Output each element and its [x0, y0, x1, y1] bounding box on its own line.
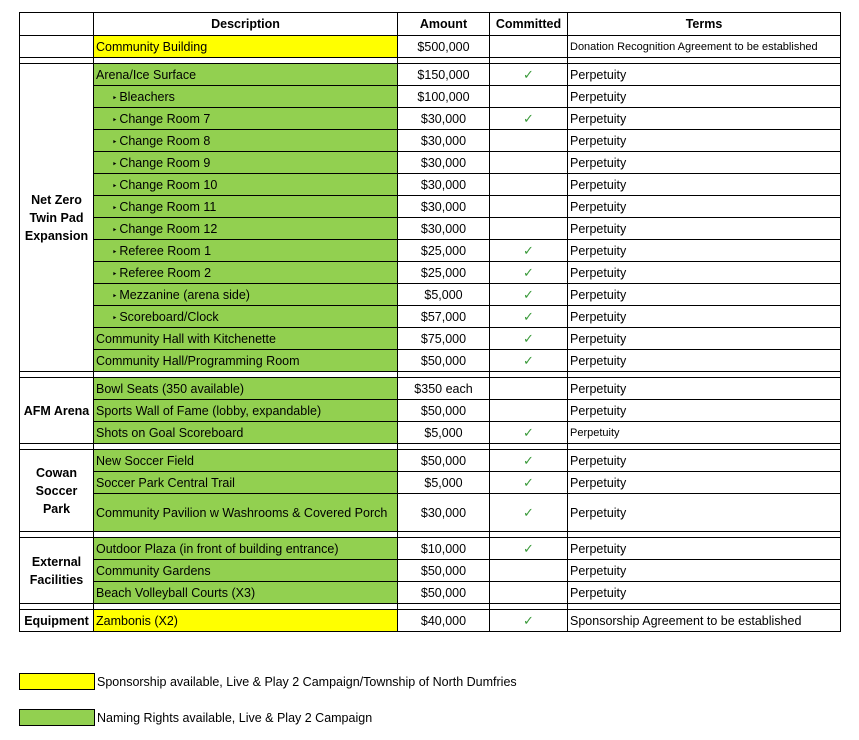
description-cell: Sports Wall of Fame (lobby, expandable) [94, 400, 398, 422]
description-cell: Outdoor Plaza (in front of building entrance) [94, 538, 398, 560]
committed-cell [490, 582, 568, 604]
description-cell: Community Pavilion w Washrooms & Covered Porch [94, 494, 398, 532]
terms-cell: Perpetuity [568, 582, 841, 604]
amount-cell: $25,000 [398, 262, 490, 284]
committed-check-icon: ✓ [490, 240, 568, 262]
amount-cell: $5,000 [398, 422, 490, 444]
committed-cell [490, 560, 568, 582]
committed-cell [490, 36, 568, 58]
amount-cell: $30,000 [398, 218, 490, 240]
terms-cell: Perpetuity [568, 538, 841, 560]
amount-cell: $350 each [398, 378, 490, 400]
committed-cell [490, 130, 568, 152]
description-cell: ‣ Mezzanine (arena side) [94, 284, 398, 306]
description-cell: Community Gardens [94, 560, 398, 582]
amount-cell: $30,000 [398, 130, 490, 152]
description-cell: Zambonis (X2) [94, 610, 398, 632]
legend-item [19, 673, 517, 690]
description-cell: Soccer Park Central Trail [94, 472, 398, 494]
description-cell: Community Hall with Kitchenette [94, 328, 398, 350]
table-row [20, 262, 841, 284]
table-row [20, 174, 841, 196]
header-amount: Amount [398, 13, 490, 36]
amount-cell: $5,000 [398, 284, 490, 306]
terms-cell: Perpetuity [568, 284, 841, 306]
terms-cell: Perpetuity [568, 472, 841, 494]
terms-cell: Perpetuity [568, 378, 841, 400]
table-row [20, 130, 841, 152]
committed-cell [490, 378, 568, 400]
committed-cell [490, 400, 568, 422]
table-row [20, 36, 841, 58]
committed-check-icon: ✓ [490, 284, 568, 306]
committed-check-icon: ✓ [490, 350, 568, 372]
committed-cell [490, 196, 568, 218]
committed-cell [490, 218, 568, 240]
terms-cell: Perpetuity [568, 494, 841, 532]
description-cell: Shots on Goal Scoreboard [94, 422, 398, 444]
terms-cell: Perpetuity [568, 240, 841, 262]
amount-cell: $500,000 [398, 36, 490, 58]
amount-cell: $30,000 [398, 174, 490, 196]
amount-cell: $5,000 [398, 472, 490, 494]
terms-cell: Perpetuity [568, 262, 841, 284]
table-row [20, 240, 841, 262]
description-cell: Arena/Ice Surface [94, 64, 398, 86]
table-body [20, 36, 841, 632]
terms-cell: Perpetuity [568, 152, 841, 174]
amount-cell: $75,000 [398, 328, 490, 350]
terms-cell: Perpetuity [568, 174, 841, 196]
amount-cell: $30,000 [398, 494, 490, 532]
committed-check-icon: ✓ [490, 538, 568, 560]
terms-cell: Perpetuity [568, 400, 841, 422]
category-cell: AFM Arena [20, 378, 94, 444]
amount-cell: $25,000 [398, 240, 490, 262]
description-cell: ‣ Change Room 8 [94, 130, 398, 152]
terms-cell: Perpetuity [568, 64, 841, 86]
table-row [20, 350, 841, 372]
committed-check-icon: ✓ [490, 450, 568, 472]
committed-check-icon: ✓ [490, 610, 568, 632]
amount-cell: $57,000 [398, 306, 490, 328]
committed-check-icon: ✓ [490, 422, 568, 444]
category-cell: External Facilities [20, 538, 94, 604]
table-row [20, 422, 841, 444]
table-row [20, 284, 841, 306]
amount-cell: $30,000 [398, 108, 490, 130]
table-row [20, 472, 841, 494]
terms-cell: Perpetuity [568, 328, 841, 350]
description-cell: New Soccer Field [94, 450, 398, 472]
header-category [20, 13, 94, 36]
terms-cell: Perpetuity [568, 306, 841, 328]
terms-cell: Perpetuity [568, 560, 841, 582]
amount-cell: $50,000 [398, 582, 490, 604]
amount-cell: $50,000 [398, 400, 490, 422]
description-cell: Community Hall/Programming Room [94, 350, 398, 372]
committed-check-icon: ✓ [490, 494, 568, 532]
table-row [20, 218, 841, 240]
committed-check-icon: ✓ [490, 328, 568, 350]
committed-cell [490, 152, 568, 174]
committed-check-icon: ✓ [490, 108, 568, 130]
committed-check-icon: ✓ [490, 306, 568, 328]
amount-cell: $10,000 [398, 538, 490, 560]
amount-cell: $40,000 [398, 610, 490, 632]
table-row [20, 306, 841, 328]
description-cell: ‣ Referee Room 1 [94, 240, 398, 262]
table-row [20, 196, 841, 218]
terms-cell: Perpetuity [568, 108, 841, 130]
table-row [20, 610, 841, 632]
category-cell: Net Zero Twin Pad Expansion [20, 64, 94, 372]
table-row [20, 582, 841, 604]
description-cell: ‣ Bleachers [94, 86, 398, 108]
amount-cell: $50,000 [398, 350, 490, 372]
table-row [20, 64, 841, 86]
terms-cell: Perpetuity [568, 350, 841, 372]
amount-cell: $150,000 [398, 64, 490, 86]
sponsorship-table [19, 12, 841, 632]
description-cell: ‣ Scoreboard/Clock [94, 306, 398, 328]
description-cell: Beach Volleyball Courts (X3) [94, 582, 398, 604]
terms-cell: Perpetuity [568, 86, 841, 108]
table-row [20, 108, 841, 130]
committed-check-icon: ✓ [490, 472, 568, 494]
terms-cell: Perpetuity [568, 450, 841, 472]
table-row [20, 538, 841, 560]
description-cell: ‣ Change Room 10 [94, 174, 398, 196]
legend-swatch [19, 709, 95, 726]
terms-cell: Perpetuity [568, 218, 841, 240]
terms-cell: Perpetuity [568, 130, 841, 152]
category-cell [20, 36, 94, 58]
committed-check-icon: ✓ [490, 262, 568, 284]
legend-label: Naming Rights available, Live & Play 2 Campaign [97, 710, 373, 725]
table-row [20, 400, 841, 422]
description-cell: ‣ Change Room 9 [94, 152, 398, 174]
description-cell: ‣ Change Room 12 [94, 218, 398, 240]
category-cell: Equipment [20, 610, 94, 632]
legend-swatch [19, 673, 95, 690]
committed-cell [490, 174, 568, 196]
amount-cell: $30,000 [398, 196, 490, 218]
committed-cell [490, 86, 568, 108]
terms-cell: Perpetuity [568, 422, 841, 444]
header-description: Description [94, 13, 398, 36]
amount-cell: $100,000 [398, 86, 490, 108]
table-row [20, 450, 841, 472]
terms-cell: Perpetuity [568, 196, 841, 218]
table-row [20, 152, 841, 174]
table-row [20, 494, 841, 532]
committed-check-icon: ✓ [490, 64, 568, 86]
table-row [20, 378, 841, 400]
header-row [20, 13, 841, 36]
terms-cell: Donation Recognition Agreement to be established [568, 36, 841, 58]
amount-cell: $50,000 [398, 450, 490, 472]
terms-cell: Sponsorship Agreement to be established [568, 610, 841, 632]
header-terms: Terms [568, 13, 841, 36]
category-cell: Cowan Soccer Park [20, 450, 94, 532]
description-cell: ‣ Change Room 11 [94, 196, 398, 218]
table-row [20, 560, 841, 582]
description-cell: Bowl Seats (350 available) [94, 378, 398, 400]
description-cell: ‣ Referee Room 2 [94, 262, 398, 284]
legend-item [19, 709, 372, 726]
description-cell: Community Building [94, 36, 398, 58]
amount-cell: $30,000 [398, 152, 490, 174]
table-row [20, 86, 841, 108]
legend-label: Sponsorship available, Live & Play 2 Campaign/Township of North Dumfries [97, 674, 517, 689]
amount-cell: $50,000 [398, 560, 490, 582]
header-committed: Committed [490, 13, 568, 36]
description-cell: ‣ Change Room 7 [94, 108, 398, 130]
table-row [20, 328, 841, 350]
